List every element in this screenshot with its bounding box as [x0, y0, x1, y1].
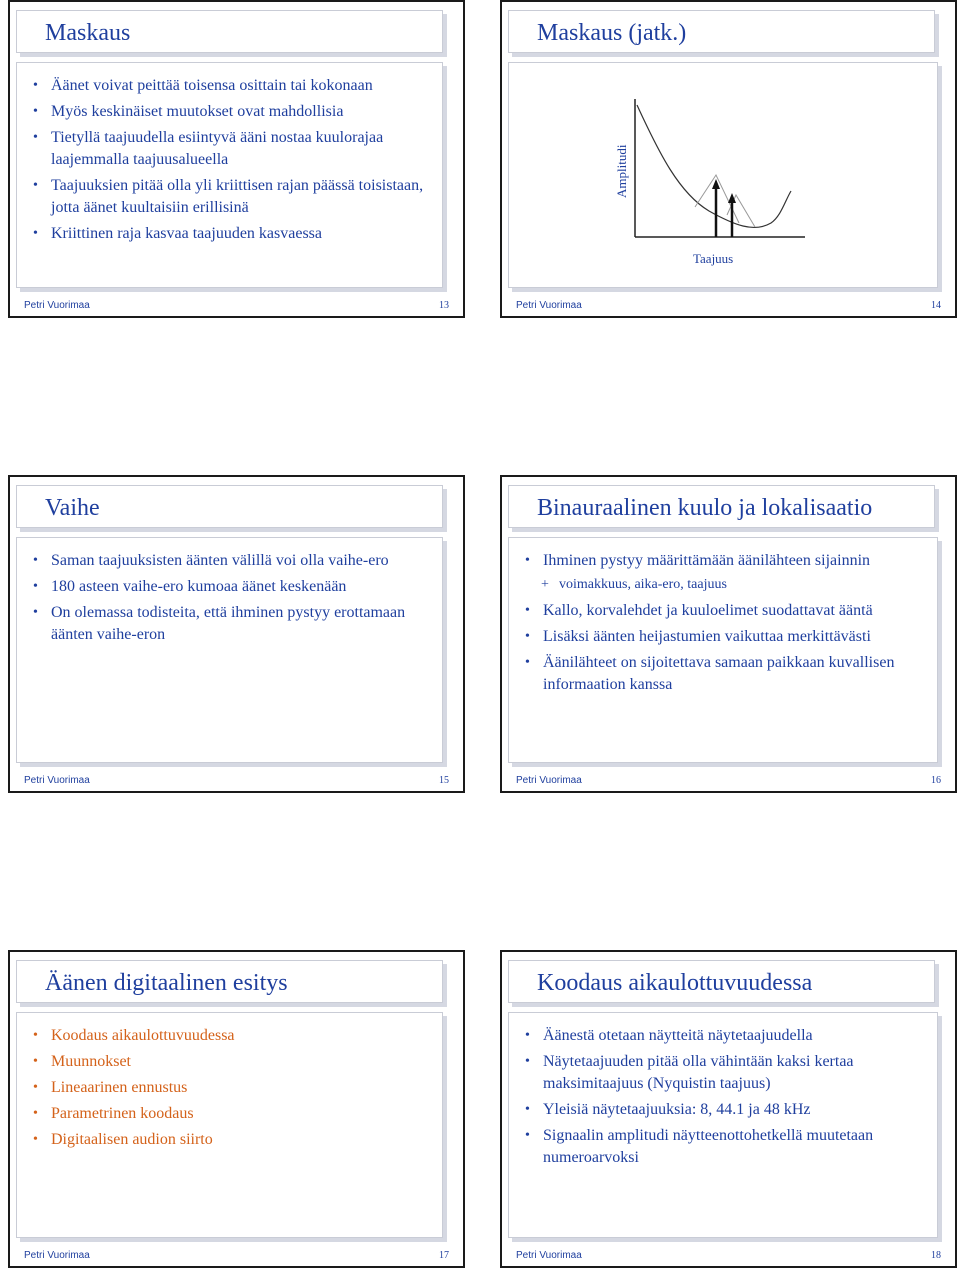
slide-number: 17: [439, 1250, 449, 1261]
list-item: • Tietyllä taajuudella esiintyvä ääni nostaa kuulorajaa laajemmalla taajuusalueella: [33, 129, 384, 168]
slide-18: [500, 950, 957, 1268]
slide-title-box: [508, 10, 935, 53]
list-item: • Kallo, korvalehdet ja kuuloelimet suodattavat ääntä: [523, 600, 929, 622]
footer-author: Petri Vuorimaa: [516, 1250, 582, 1261]
footer-author: Petri Vuorimaa: [516, 300, 582, 311]
slide-13: [8, 0, 465, 318]
list-item-link[interactable]: • Muunnokset: [31, 1051, 434, 1073]
slide-number: 14: [931, 300, 941, 311]
slide-body: [16, 62, 443, 288]
footer-author: Petri Vuorimaa: [24, 1250, 90, 1261]
bullet-dot-icon: •: [33, 178, 38, 193]
list-item: • Äänet voivat peittää toisensa osittain tai kokonaan: [31, 75, 434, 97]
slide-title: Binauraalinen kuulo ja lokalisaatio: [537, 495, 873, 521]
bullet-dot-icon: •: [33, 130, 38, 145]
bullet-dot-icon: •: [525, 1128, 530, 1143]
bullet-list: [523, 1025, 929, 1173]
footer-author: Petri Vuorimaa: [516, 775, 582, 786]
slide-title: Koodaus aikaulottuvuudessa: [537, 970, 813, 996]
slide-title: Äänen digitaalinen esitys: [45, 970, 288, 996]
list-item: • Lisäksi äänten heijastumien vaikuttaa merkittävästi: [523, 626, 929, 648]
link-list: [31, 1025, 434, 1155]
bullet-list: [31, 550, 434, 650]
list-item-link[interactable]: • Koodaus aikaulottuvuudessa: [31, 1025, 434, 1047]
bullet-dot-icon: •: [525, 1054, 530, 1069]
bullet-dot-icon: •: [33, 605, 38, 620]
slide-title-box: [16, 485, 443, 528]
slide-body: [508, 62, 938, 288]
slide-title: Vaihe: [45, 495, 100, 521]
list-item: • Näytetaajuuden pitää olla vähintään kaksi kertaa maksimitaajuus (Nyquistin taajuus): [525, 1053, 854, 1092]
y-axis-label: Amplitudi: [614, 144, 629, 198]
slide-title: Maskaus: [45, 20, 131, 46]
footer-author: Petri Vuorimaa: [24, 775, 90, 786]
list-item: • On olemassa todisteita, että ihminen pystyy erottamaan äänten vaihe-eron: [33, 604, 406, 643]
list-item: • Äänestä otetaan näytteitä näytetaajuudella: [523, 1025, 929, 1047]
bullet-dot-icon: •: [525, 1102, 530, 1117]
bullet-dot-icon: •: [33, 579, 38, 594]
list-item-link[interactable]: • Parametrinen koodaus: [31, 1103, 434, 1125]
list-item-link[interactable]: • Lineaarinen ennustus: [31, 1077, 434, 1099]
slide-14: [500, 0, 957, 318]
list-item: • Yleisiä näytetaajuuksia: 8, 44.1 ja 48 kHz: [523, 1099, 929, 1121]
slide-number: 18: [931, 1250, 941, 1261]
masking-diagram: [509, 63, 939, 289]
bullet-dot-icon: •: [33, 78, 38, 93]
bullet-dot-icon: •: [525, 629, 530, 644]
list-item: • Taajuuksien pitää olla yli kriittisen rajan päässä toisistaan, jotta äänet kuultaisiin erillisinä: [33, 177, 424, 216]
bullet-dot-icon: •: [33, 1080, 38, 1095]
list-item: • Ihminen pystyy määrittämään äänilähteen sijainnin: [523, 550, 929, 572]
slide-body: [508, 537, 938, 763]
bullet-dot-icon: •: [33, 553, 38, 568]
list-item: • Kriittinen raja kasvaa taajuuden kasvaessa: [31, 223, 434, 245]
slide-title-box: [508, 960, 935, 1003]
list-item: • Saman taajuuksisten äänten välillä voi olla vaihe-ero: [31, 550, 434, 572]
bullet-list: [523, 550, 929, 700]
slide-body: [16, 1012, 443, 1238]
sub-list-item: + voimakkuus, aika-ero, taajuus: [523, 574, 929, 596]
bullet-dot-icon: •: [525, 603, 530, 618]
bullet-dot-icon: •: [525, 1028, 530, 1043]
bullet-dot-icon: •: [33, 104, 38, 119]
footer-author: Petri Vuorimaa: [24, 300, 90, 311]
slide-number: 15: [439, 775, 449, 786]
list-item-link[interactable]: • Digitaalisen audion siirto: [31, 1129, 434, 1151]
slide-number: 16: [931, 775, 941, 786]
bullet-dot-icon: •: [33, 1132, 38, 1147]
bullet-dot-icon: •: [33, 1054, 38, 1069]
bullet-dot-icon: •: [33, 1028, 38, 1043]
slide-title-box: [16, 10, 443, 53]
list-item: • Myös keskinäiset muutokset ovat mahdollisia: [31, 101, 434, 123]
slide-number: 13: [439, 300, 449, 311]
bullet-dot-icon: •: [33, 1106, 38, 1121]
slide-title: Maskaus (jatk.): [537, 20, 687, 46]
list-item: • Äänilähteet on sijoitettava samaan paikkaan kuvallisen informaation kanssa: [525, 654, 895, 693]
slide-title-box: [16, 960, 443, 1003]
slide-title-box: [508, 485, 935, 528]
list-item: • Signaalin amplitudi näytteenottohetkellä muutetaan numeroarvoksi: [525, 1127, 874, 1166]
slide-16: [500, 475, 957, 793]
list-item: • 180 asteen vaihe-ero kumoaa äänet keskenään: [31, 576, 434, 598]
bullet-list: [31, 75, 434, 249]
slide-body: [508, 1012, 938, 1238]
bullet-dot-icon: •: [525, 655, 530, 670]
bullet-dot-icon: •: [33, 226, 38, 241]
slide-15: [8, 475, 465, 793]
slide-17: [8, 950, 465, 1268]
slide-body: [16, 537, 443, 763]
bullet-dot-icon: •: [525, 553, 530, 568]
plus-icon: +: [541, 577, 549, 592]
x-axis-label: Taajuus: [693, 251, 734, 266]
threshold-curve: [637, 105, 791, 227]
